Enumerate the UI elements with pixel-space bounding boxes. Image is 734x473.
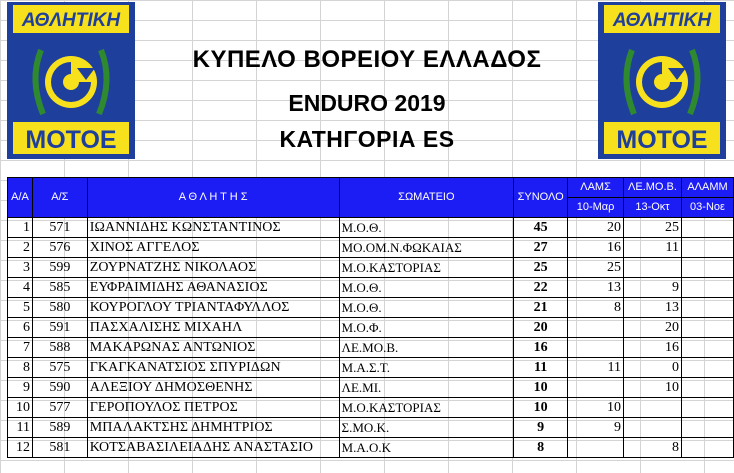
cell-race-3: [681, 278, 733, 298]
cell-race-1: 20: [568, 218, 624, 238]
cell-race-2: 9: [624, 278, 682, 298]
table-row: [8, 358, 734, 378]
cell-total: 9: [514, 418, 568, 438]
cell-race-2: 20: [624, 318, 682, 338]
table-row: [8, 338, 734, 358]
cell-total: 25: [514, 258, 568, 278]
cell-athlete: ΓΚΑΓΚΑΝΑΤΣΙΟΣ ΣΠΥΡΙΔΩΝ: [87, 358, 339, 378]
col-header-as: Α/Σ: [32, 178, 87, 218]
cell-race-1: 8: [568, 298, 624, 318]
cell-aa: 6: [8, 318, 33, 338]
cell-aa: 7: [8, 338, 33, 358]
cell-athlete: ΚΟΤΣΑΒΑΣΙΛΕΙΑΔΗΣ ΑΝΑΣΤΑΣΙΟ: [87, 438, 339, 458]
cell-athlete: ΜΑΚΑΡΩΝΑΣ ΑΝΤΩΝΙΟΣ: [87, 338, 339, 358]
cell-race-1: 25: [568, 258, 624, 278]
cell-total: 21: [514, 298, 568, 318]
cell-total: 45: [514, 218, 568, 238]
table-row: [8, 418, 734, 438]
cell-athlete: ΖΟΥΡΝΑΤΖΗΣ ΝΙΚΟΛΑΟΣ: [87, 258, 339, 278]
cell-race-1: 9: [568, 418, 624, 438]
cell-club: ΜΟ.ΟΜ.Ν.ΦΩΚΑΙΑΣ: [339, 238, 514, 258]
cell-total: 11: [514, 358, 568, 378]
cell-athlete: ΑΛΕΞΙΟΥ ΔΗΜΟΣΘΕΝΗΣ: [87, 378, 339, 398]
cell-as: 591: [32, 318, 87, 338]
cell-total: 27: [514, 238, 568, 258]
table-row: [8, 318, 734, 338]
cell-race-2: 13: [624, 298, 682, 318]
cell-aa: 8: [8, 358, 33, 378]
cell-club: Μ.Ο.Θ.: [339, 218, 514, 238]
cell-race-3: [681, 438, 733, 458]
cell-aa: 1: [8, 218, 33, 238]
cell-club: Μ.Ο.ΚΑΣΤΟΡΙΑΣ: [339, 258, 514, 278]
cell-athlete: ΧΙΝΟΣ ΑΓΓΕΛΟΣ: [87, 238, 339, 258]
table-row: [8, 258, 734, 278]
cell-total: 10: [514, 378, 568, 398]
col-header-club: ΣΩΜΑΤΕΙΟ: [339, 178, 514, 218]
cell-club: Μ.Ο.Φ.: [339, 318, 514, 338]
cell-race-3: [681, 218, 733, 238]
col-header-aa: Α/Α: [8, 178, 33, 218]
event-title: ENDURO 2019: [288, 90, 446, 116]
cell-club: Μ.Α.Ο.Κ: [339, 438, 514, 458]
cell-race-3: [681, 418, 733, 438]
logo-text-top: ΑΘΛΗΤΙΚΗ: [612, 10, 712, 31]
athlitiki-moto-logo-right: [598, 2, 726, 159]
cell-race-2: 8: [624, 438, 682, 458]
table-row: [8, 218, 734, 238]
cell-athlete: ΠΑΣΧΑΛΙΣΗΣ ΜΙΧΑΗΛ: [87, 318, 339, 338]
table-row: [8, 278, 734, 298]
cell-as: 585: [32, 278, 87, 298]
cell-aa: 11: [8, 418, 33, 438]
cup-title: ΚΥΠΕΛΟ ΒΟΡΕΙΟΥ ΕΛΛΑΔΟΣ: [192, 46, 542, 73]
cell-race-3: [681, 258, 733, 278]
cell-as: 576: [32, 238, 87, 258]
col-header-athlete: Α Θ Λ Η Τ Η Σ: [87, 178, 339, 218]
cell-club: Μ.Α.Σ.Τ.: [339, 358, 514, 378]
cell-race-3: [681, 378, 733, 398]
standings-table: [7, 177, 734, 458]
col-header-total: ΣΥΝΟΛΟ: [514, 178, 568, 218]
col-header-race-date: 13-Οκτ: [624, 198, 682, 218]
table-row: [8, 378, 734, 398]
cell-athlete: ΓΕΡΟΠΟΥΛΟΣ ΠΕΤΡΟΣ: [87, 398, 339, 418]
cell-race-2: 11: [624, 238, 682, 258]
table-row: [8, 298, 734, 318]
cell-as: 599: [32, 258, 87, 278]
cell-as: 571: [32, 218, 87, 238]
cell-club: Μ.Ο.Θ.: [339, 298, 514, 318]
cell-club: Μ.Ο.ΚΑΣΤΟΡΙΑΣ: [339, 398, 514, 418]
cell-club: ΛΕ.ΜΙ.: [339, 378, 514, 398]
cell-athlete: ΜΠΑΛΑΚΤΣΗΣ ΔΗΜΗΤΡΙΟΣ: [87, 418, 339, 438]
cell-race-3: [681, 318, 733, 338]
cell-as: 590: [32, 378, 87, 398]
cell-race-2: 0: [624, 358, 682, 378]
cell-aa: 10: [8, 398, 33, 418]
cell-as: 589: [32, 418, 87, 438]
cell-race-3: [681, 398, 733, 418]
cell-athlete: ΕΥΦΡΑΙΜΙΔΗΣ ΑΘΑΝΑΣΙΟΣ: [87, 278, 339, 298]
header-row-1: [8, 178, 734, 198]
cell-race-1: 13: [568, 278, 624, 298]
cell-aa: 5: [8, 298, 33, 318]
cell-total: 22: [514, 278, 568, 298]
col-header-race-date: 03-Νοε: [681, 198, 733, 218]
cell-race-1: [568, 338, 624, 358]
cell-race-1: 11: [568, 358, 624, 378]
cell-total: 16: [514, 338, 568, 358]
col-header-race-club: ΛΕ.ΜΟ.Β.: [624, 178, 682, 198]
table-row: [8, 238, 734, 258]
col-header-race-club: ΛΑΜΣ: [568, 178, 624, 198]
cell-as: 577: [32, 398, 87, 418]
cell-race-2: [624, 258, 682, 278]
cell-race-1: [568, 378, 624, 398]
category-title: ΚΑΤΗΓΟΡΙΑ ES: [279, 126, 455, 152]
col-header-race-date: 10-Μαρ: [568, 198, 624, 218]
cell-race-2: 16: [624, 338, 682, 358]
cell-race-1: 16: [568, 238, 624, 258]
cell-race-1: 10: [568, 398, 624, 418]
logo-text-top: ΑΘΛΗΤΙΚΗ: [21, 10, 121, 31]
logo-text-bottom: ΜΟΤΟΕ: [616, 126, 708, 154]
cell-aa: 2: [8, 238, 33, 258]
cell-race-3: [681, 358, 733, 378]
cell-race-3: [681, 298, 733, 318]
cell-race-2: [624, 398, 682, 418]
col-header-race-club: ΑΛΑΜΜ: [681, 178, 733, 198]
cell-club: Σ.ΜΟ.Κ.: [339, 418, 514, 438]
cell-total: 10: [514, 398, 568, 418]
cell-total: 20: [514, 318, 568, 338]
table-row: [8, 398, 734, 418]
cell-aa: 3: [8, 258, 33, 278]
cell-club: ΛΕ.ΜΟ.Β.: [339, 338, 514, 358]
cell-as: 575: [32, 358, 87, 378]
cell-race-2: 25: [624, 218, 682, 238]
cell-race-2: 10: [624, 378, 682, 398]
cell-as: 580: [32, 298, 87, 318]
cell-athlete: ΚΟΥΡΟΓΛΟΥ ΤΡΙΑΝΤΑΦΥΛΛΟΣ: [87, 298, 339, 318]
cell-race-2: [624, 418, 682, 438]
cell-race-1: [568, 438, 624, 458]
cell-aa: 9: [8, 378, 33, 398]
cell-race-1: [568, 318, 624, 338]
table-row: [8, 438, 734, 458]
cell-race-3: [681, 338, 733, 358]
cell-club: Μ.Ο.Θ.: [339, 278, 514, 298]
cell-as: 581: [32, 438, 87, 458]
cell-as: 588: [32, 338, 87, 358]
cell-total: 8: [514, 438, 568, 458]
logo-text-bottom: ΜΟΤΟΕ: [25, 126, 117, 154]
cell-race-3: [681, 238, 733, 258]
athlitiki-moto-logo-left: [7, 2, 135, 159]
cell-aa: 12: [8, 438, 33, 458]
cell-athlete: ΙΩΑΝΝΙΔΗΣ ΚΩΝΣΤΑΝΤΙΝΟΣ: [87, 218, 339, 238]
cell-aa: 4: [8, 278, 33, 298]
